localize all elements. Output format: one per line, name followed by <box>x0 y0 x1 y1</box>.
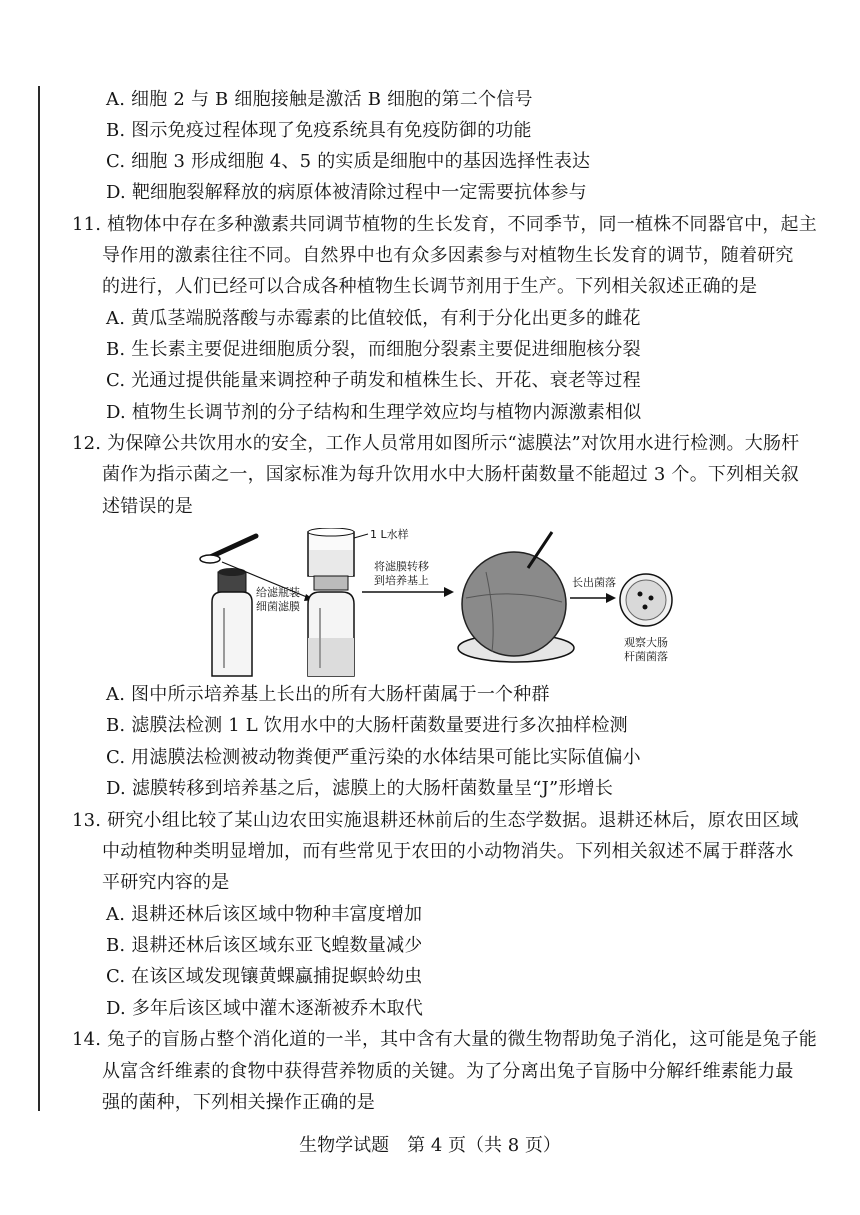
q11-stem-line-3: 的进行，人们已经可以合成各种植物生长调节剂用于生产。下列相关叙述正确的是 <box>102 276 758 297</box>
q10-option-c: C. 细胞 3 形成细胞 4、5 的实质是细胞中的基因选择性表达 <box>106 151 591 172</box>
label-observe-1: 观察大肠 <box>624 636 668 649</box>
filter-funnel <box>308 528 354 590</box>
q12-option-a: A. 图中所示培养基上长出的所有大肠杆菌属于一个种群 <box>106 684 550 705</box>
binding-margin-line <box>38 86 40 1111</box>
page-footer: 生物学试题 第 4 页（共 8 页） <box>299 1135 561 1156</box>
q10-option-a: A. 细胞 2 与 B 细胞接触是激活 B 细胞的第二个信号 <box>106 89 533 110</box>
q13-stem-line-3: 平研究内容的是 <box>102 872 230 893</box>
q12-stem-line-2: 菌作为指示菌之一，国家标准为每升饮用水中大肠杆菌数量不能超过 3 个。下列相关叙 <box>102 464 799 485</box>
q14-stem-line-3: 强的菌种，下列相关操作正确的是 <box>102 1092 375 1113</box>
label-grow: 长出菌落 <box>572 576 616 589</box>
q10-option-d: D. 靶细胞裂解释放的病原体被清除过程中一定需要抗体参与 <box>106 182 587 203</box>
filter-bottle-2 <box>308 592 354 676</box>
q12-stem-line-1: 12. 为保障公共饮用水的安全，工作人员常用如图所示“滤膜法”对饮用水进行检测。大肠杆 <box>72 433 800 454</box>
q12-option-c: C. 用滤膜法检测被动物粪便严重污染的水体结果可能比实际值偏小 <box>106 747 641 768</box>
q13-stem-line-1: 13. 研究小组比较了某山边农田实施退耕还林前后的生态学数据。退耕还林后，原农田区域 <box>72 810 799 831</box>
q10-option-b: B. 图示免疫过程体现了免疫系统具有免疫防御的功能 <box>106 120 532 141</box>
petri-dish-colonies <box>620 574 672 626</box>
q11-option-d: D. 植物生长调节剂的分子结构和生理学效应均与植物内源激素相似 <box>106 402 642 423</box>
q12-stem-line-3: 述错误的是 <box>102 496 193 517</box>
label-water: 1 L水样 <box>370 528 409 541</box>
q13-option-d: D. 多年后该区域中灌木逐渐被乔木取代 <box>106 998 424 1019</box>
q13-stem-line-2: 中动植物种类明显增加，而有些常见于农田的小动物消失。下列相关叙述不属于群落水 <box>102 841 794 862</box>
q12-option-b: B. 滤膜法检测 1 L 饮用水中的大肠杆菌数量要进行多次抽样检测 <box>106 715 628 736</box>
q11-option-c: C. 光通过提供能量来调控种子萌发和植株生长、开花、衰老等过程 <box>106 370 641 391</box>
q13-option-b: B. 退耕还林后该区域东亚飞蝗数量减少 <box>106 935 423 956</box>
label-transfer-1: 将滤膜转移 <box>374 560 429 573</box>
q14-stem-line-1: 14. 兔子的盲肠占整个消化道的一半，其中含有大量的微生物帮助兔子消化，这可能是兔子能 <box>72 1029 817 1050</box>
q11-stem-line-1: 11. 植物体中存在多种激素共同调节植物的生长发育，不同季节，同一植株不同器官中，起主 <box>72 214 817 235</box>
label-filter-2: 细菌滤膜 <box>256 600 300 613</box>
q11-stem-line-2: 导作用的激素往往不同。自然界中也有众多因素参与对植物生长发育的调节，随着研究 <box>102 245 794 266</box>
culture-dish <box>458 532 574 662</box>
label-observe-2: 杆菌菌落 <box>624 650 668 663</box>
membrane-filtration-figure <box>196 528 686 684</box>
q13-option-c: C. 在该区域发现镶黄蜾蠃捕捉螟蛉幼虫 <box>106 966 423 987</box>
q11-option-a: A. 黄瓜茎端脱落酸与赤霉素的比值较低，有利于分化出更多的雌花 <box>106 308 641 329</box>
forceps-icon <box>200 536 256 563</box>
q11-option-b: B. 生长素主要促进细胞质分裂，而细胞分裂素主要促进细胞核分裂 <box>106 339 641 360</box>
label-transfer-2: 到培养基上 <box>374 574 429 587</box>
label-filter-1: 给滤瓶装 <box>256 586 300 599</box>
q14-stem-line-2: 从富含纤维素的食物中获得营养物质的关键。为了分离出兔子盲肠中分解纤维素能力最 <box>102 1061 794 1082</box>
q12-option-d: D. 滤膜转移到培养基之后，滤膜上的大肠杆菌数量呈“J”形增长 <box>106 778 614 799</box>
q13-option-a: A. 退耕还林后该区域中物种丰富度增加 <box>106 904 423 925</box>
filter-bottle-1 <box>212 568 252 676</box>
